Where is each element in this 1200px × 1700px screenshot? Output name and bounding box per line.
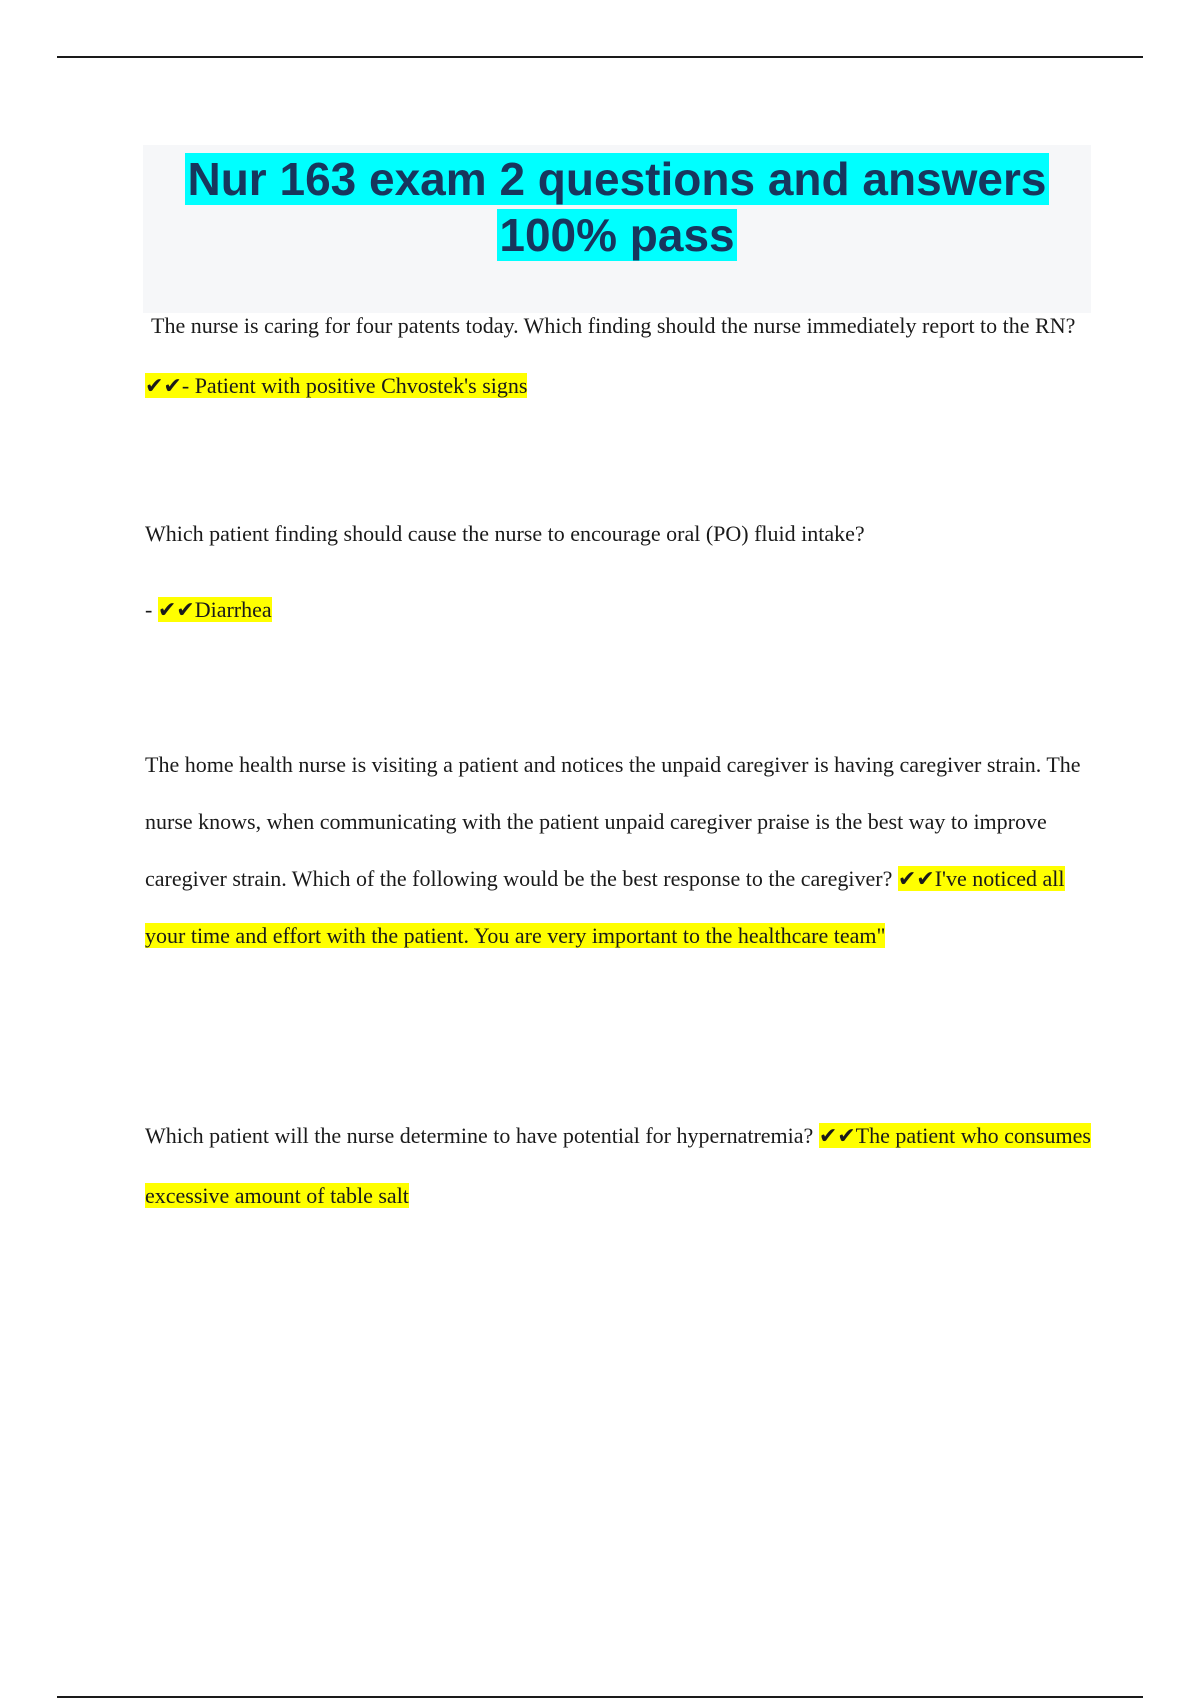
answer-1: ✔✔- Patient with positive Chvostek's signs <box>145 373 528 398</box>
answer-4: ✔✔The patient who consumes excessive amount of table salt <box>145 1123 1091 1208</box>
title-block <box>143 145 1091 313</box>
question-1: The nurse is caring for four patents today. Which finding should the nurse immediately report to the RN? <box>151 313 1076 338</box>
answer-3: ✔✔I've noticed all your time and effort with the patient. You are very important to the healthcare team" <box>145 866 1065 948</box>
question-2-text: Which patient finding should cause the nurse to encourage oral (PO) fluid intake? <box>145 521 865 546</box>
question-3: The home health nurse is visiting a patient and notices the unpaid caregiver is having caregiver strain. The nurse knows, when communicating with the patient unpaid caregiver praise is the best way to improve caregiver strain. Which of the following would be the best response to the caregiver? <box>145 752 1081 891</box>
qa-item-1 <box>145 296 1095 416</box>
document-title: Nur 163 exam 2 questions and answers 100% pass <box>187 153 1047 261</box>
qa-item-4 <box>145 1106 1095 1226</box>
qa-item-3 <box>145 736 1095 964</box>
answer-2: ✔✔Diarrhea <box>157 597 272 622</box>
question-2 <box>145 504 1095 564</box>
bottom-rule <box>57 1696 1143 1698</box>
answer-2-prefix: - <box>145 597 158 622</box>
question-4: Which patient will the nurse determine to have potential for hypernatremia? <box>145 1123 814 1148</box>
answer-2-line <box>145 580 1095 640</box>
top-rule <box>57 56 1143 58</box>
